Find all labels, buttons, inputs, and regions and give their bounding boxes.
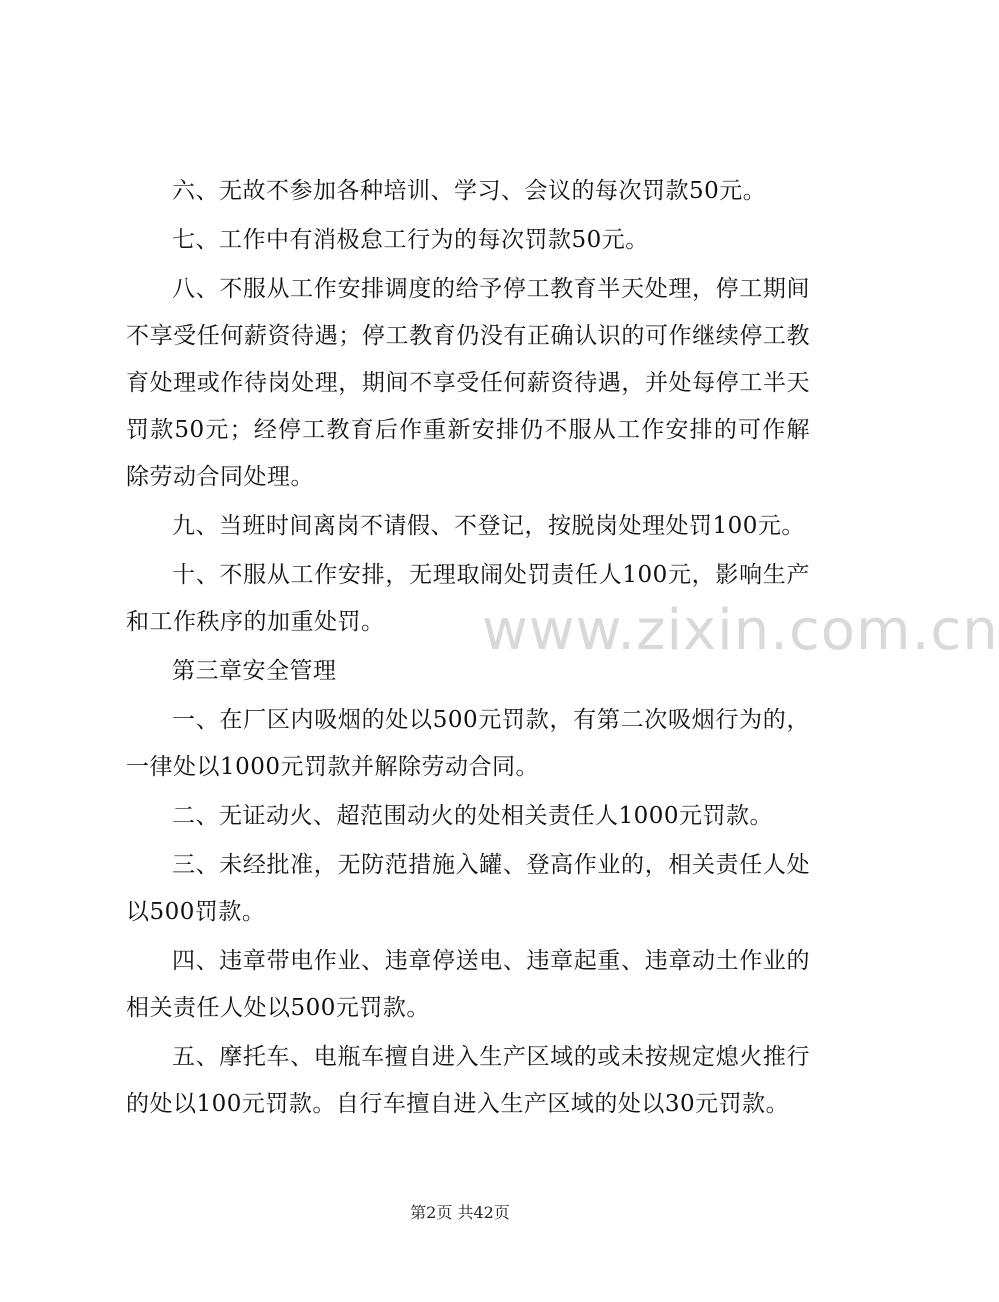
safety-item-3: 三、未经批准，无防范措施入罐、登高作业的，相关责任人处以500罚款。 <box>126 852 810 925</box>
safety-item-4: 四、违章带电作业、违章停送电、违章起重、违章动土作业的相关责任人处以500元罚款。 <box>126 948 810 1021</box>
chapter-heading: 第三章安全管理 <box>172 658 337 684</box>
paragraph-9: 九、当班时间离岗不请假、不登记，按脱岗处理处罚100元。 <box>172 513 805 539</box>
safety-item-5: 五、摩托车、电瓶车擅自进入生产区域的或未按规定熄火推行的处以100元罚款。自行车擅自进入生产区域的处以30元罚款。 <box>126 1044 810 1117</box>
paragraph-10: 十、不服从工作安排，无理取闹处罚责任人100元，影响生产和工作秩序的加重处罚。 <box>126 562 810 635</box>
paragraph-8: 八、不服从工作安排调度的给予停工教育半天处理，停工期间不享受任何薪资待遇；停工教育仍没有正确认识的可作继续停工教育处理或作待岗处理，期间不享受任何薪资待遇，并处每停工半天罚款50元；经停工教育后作重新安排仍不服从工作安排的可作解除劳动合同处理。 <box>126 276 810 490</box>
paragraph-6: 六、无故不参加各种培训、学习、会议的每次罚款50元。 <box>172 178 767 204</box>
safety-item-2: 二、无证动火、超范围动火的处相关责任人1000元罚款。 <box>172 803 774 829</box>
page-footer: 第2页 共42页 <box>410 1203 510 1222</box>
safety-item-1: 一、在厂区内吸烟的处以500元罚款，有第二次吸烟行为的，一律处以1000元罚款并解除劳动合同。 <box>126 707 810 780</box>
watermark: www.zixin.com.cn <box>482 598 999 663</box>
document-body <box>126 168 810 1130</box>
paragraph-7: 七、工作中有消极怠工行为的每次罚款50元。 <box>172 227 649 253</box>
